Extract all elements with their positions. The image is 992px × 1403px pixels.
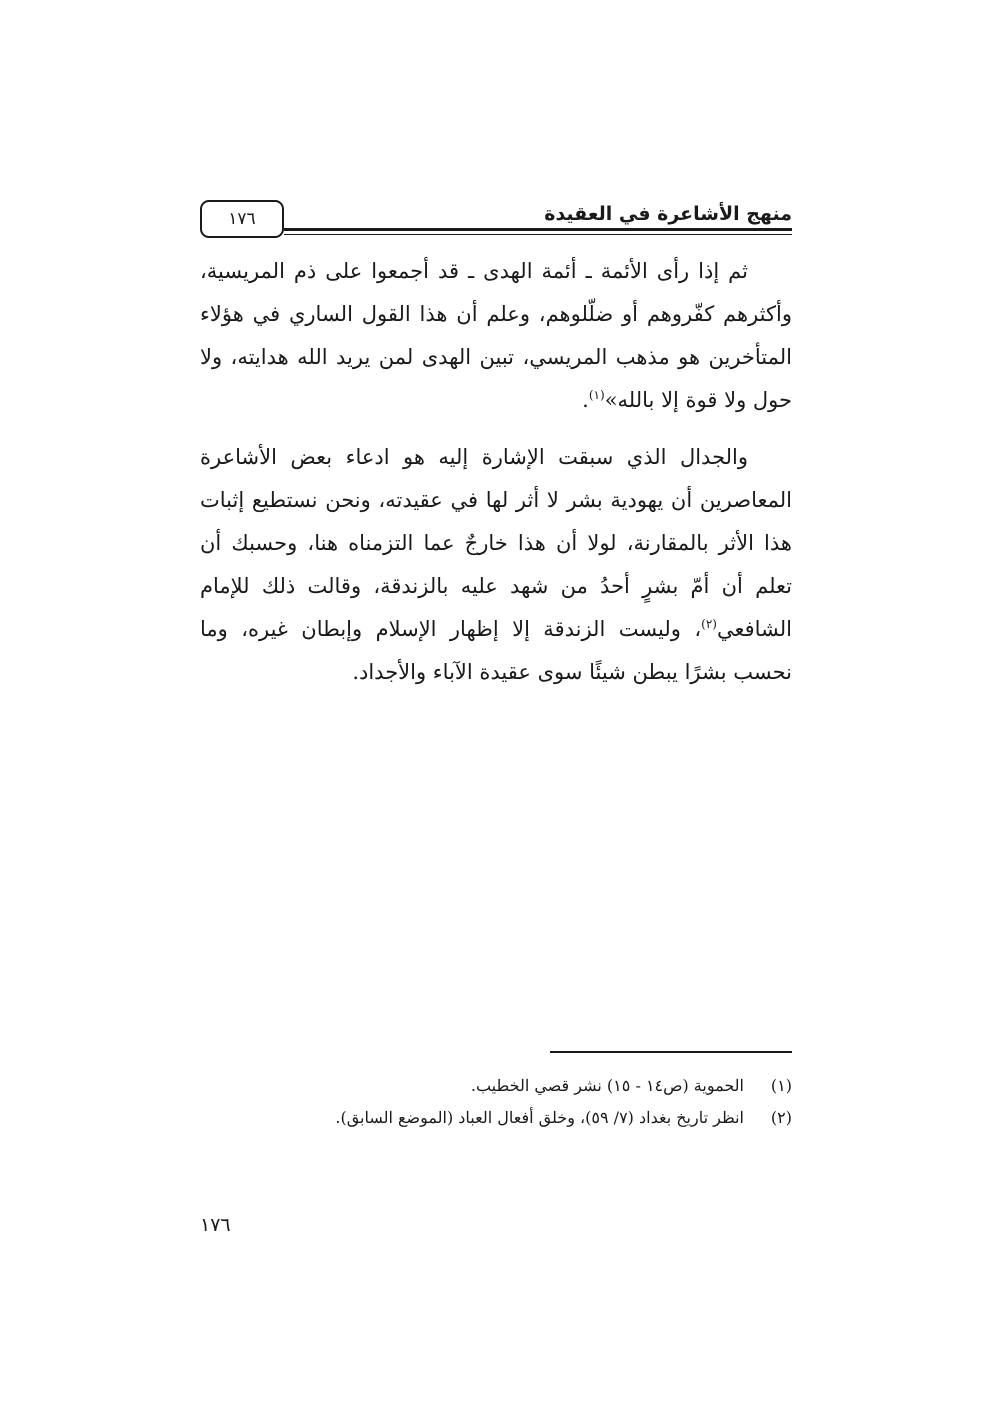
footer-page-number: ١٧٦ — [200, 1214, 231, 1236]
paragraph — [200, 250, 792, 422]
page-header — [200, 196, 792, 244]
body-text — [200, 250, 792, 694]
paragraph-text: ثم إذا رأى الأئمة ـ أئمة الهدى ـ قد أجمعوا على ذم المريسية، وأكثرهم كفّروهم أو ضلّلوهم، وعلم أن هذا القول الساري في هؤلاء المتأخرين هو مذهب المريسي، تبين الهدى لمن يريد الله هدايته، ولا حول ولا قوة إلا بالله» — [200, 259, 792, 412]
paragraph-tail: ، وليست الزندقة إلا إظهار الإسلام وإبطان غيره، وما نحسب بشرًا يبطن شيئًا سوى عقيدة الآباء والأجداد. — [200, 617, 792, 684]
footnote-text: الحموية (ص١٤ - ١٥) نشر قصي الخطيب. — [470, 1076, 744, 1095]
paragraph-text: والجدال الذي سبقت الإشارة إليه هو ادعاء بعض الأشاعرة المعاصرين أن يهودية بشر لا أثر لها في عقيدته، ونحن نستطيع إثبات هذا الأثر بالمقارنة، لولا أن هذا خارجٌ عما التزمناه هنا، وحسبك أن تعلم أن أمّ بشرٍ أحدُ من شهد عليه بالزندقة، وقالت ذلك للإمام الشافعي — [200, 445, 792, 641]
footnote-ref[interactable]: (١) — [588, 388, 605, 402]
footnote-ref[interactable]: (٢) — [701, 617, 717, 631]
paragraph — [200, 436, 792, 694]
paragraph-tail: . — [582, 388, 589, 412]
header-title: منهج الأشاعرة في العقيدة — [544, 203, 792, 225]
header-rule-thin — [284, 234, 792, 235]
footnote — [200, 1070, 792, 1102]
header-rule-thick — [284, 228, 792, 231]
footnote — [200, 1102, 792, 1134]
footnote-separator — [550, 1051, 792, 1053]
footnote-number: (١) — [770, 1076, 792, 1095]
footnote-text: انظر تاريخ بغداد (٧/ ٥٩)، وخلق أفعال العباد (الموضع السابق). — [335, 1108, 744, 1127]
header-page-number: ١٧٦ — [200, 200, 284, 238]
footnotes — [200, 1070, 792, 1134]
footnote-number: (٢) — [770, 1108, 792, 1127]
